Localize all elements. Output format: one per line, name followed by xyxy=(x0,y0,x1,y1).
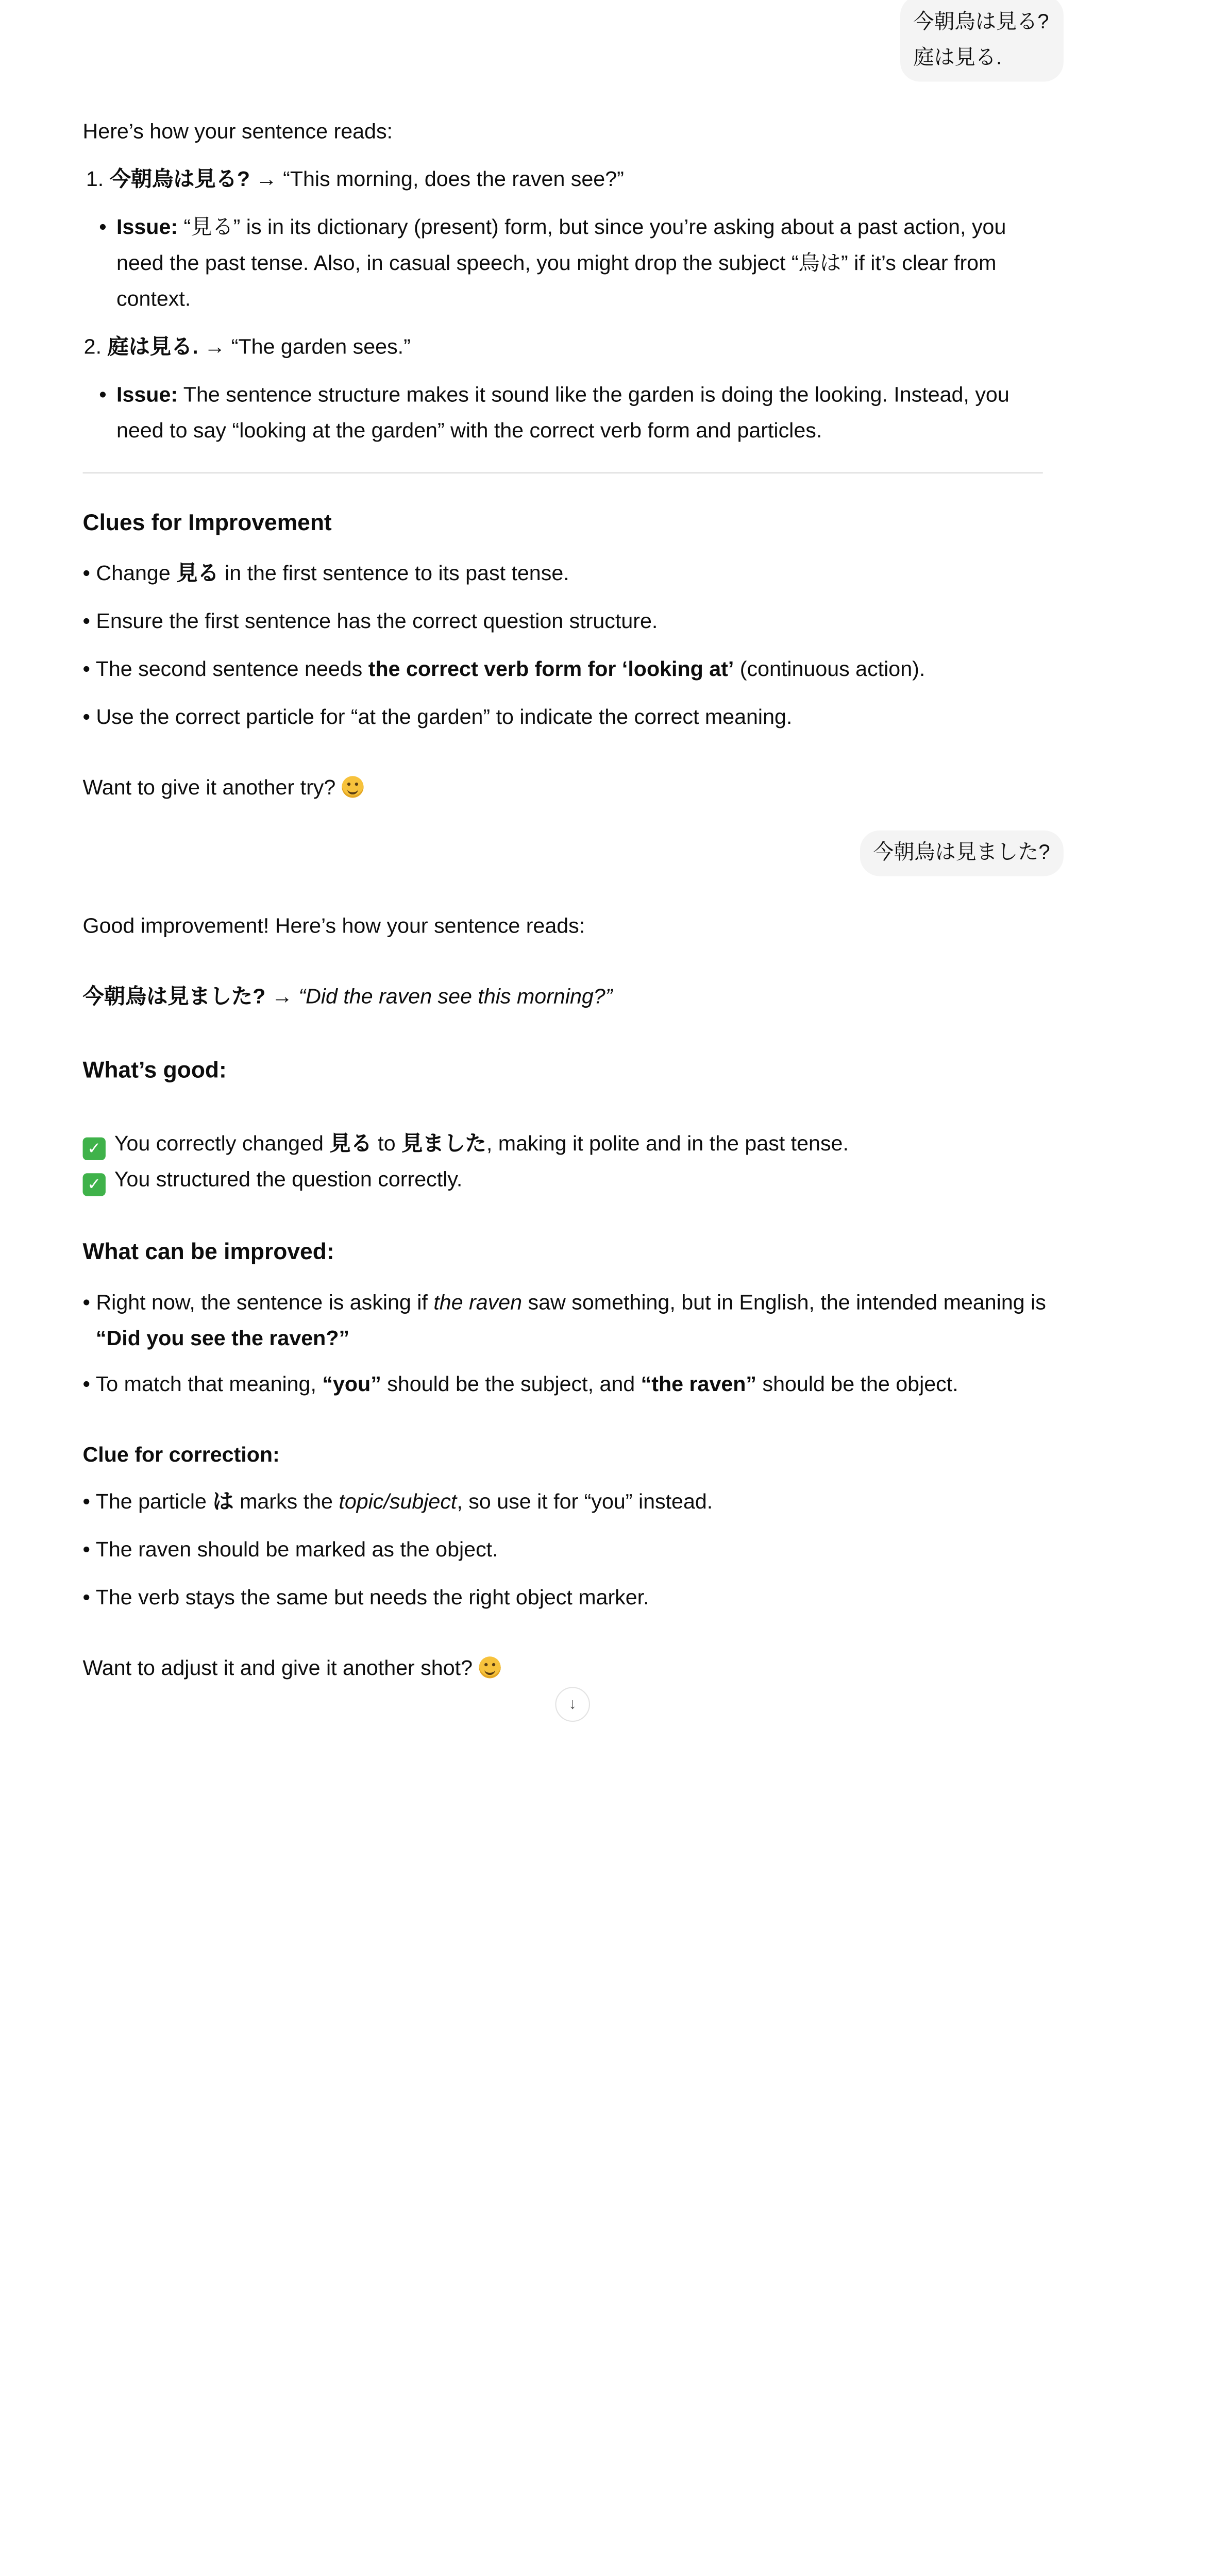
good-text: to xyxy=(372,1132,402,1156)
clue-text: Use the correct particle for “at the garden” to indicate the correct meaning. xyxy=(96,705,793,730)
improve-item-1 xyxy=(83,1285,1046,1321)
sentence-translation: “Did the raven see this morning?” xyxy=(298,985,613,1009)
reply-2-outro xyxy=(83,1651,500,1687)
bullet: • xyxy=(99,383,107,408)
improve-text: Right now, the sentence is asking if xyxy=(96,1291,434,1315)
smile-emoji-icon xyxy=(478,1656,500,1678)
reply-2-sentence xyxy=(83,979,613,1015)
correction-text: The raven should be marked as the object. xyxy=(95,1537,498,1562)
clues-heading: Clues for Improvement xyxy=(82,510,332,536)
good-item-2 xyxy=(83,1162,463,1198)
check-mark-icon: ✓ xyxy=(83,1138,106,1160)
user-message-1 xyxy=(900,0,1064,81)
correction-text: The particle xyxy=(95,1490,213,1514)
item-1-translation: → “This morning, does the raven see?” xyxy=(250,167,624,192)
reply-1-outro xyxy=(83,771,363,807)
correction-item-2 xyxy=(83,1532,498,1568)
arrow: → xyxy=(265,985,299,1009)
whats-good-heading: What’s good: xyxy=(82,1058,227,1083)
list-number: 1. xyxy=(86,167,104,192)
correction-text: , so use it for “you” instead. xyxy=(457,1490,713,1514)
good-text: You structured the question correctly. xyxy=(114,1167,463,1192)
reply-1-item-2 xyxy=(84,330,411,366)
clue-bold: 見る xyxy=(176,562,219,586)
reply-1-item-1-issue xyxy=(99,210,1006,246)
improve-text: To match that meaning, xyxy=(95,1372,323,1397)
bullet: • xyxy=(82,1372,90,1397)
user-message-1-line2: 庭は見る. xyxy=(913,46,1002,70)
clue-item-1 xyxy=(83,556,569,592)
bullet: • xyxy=(82,657,90,682)
issue-text-line1: “見る” is in its dictionary (present) form, but since you’re asking about a past action, you xyxy=(178,215,1006,240)
improve-bold: “the raven” xyxy=(641,1372,757,1397)
correction-item-3 xyxy=(83,1580,649,1616)
bullet: • xyxy=(82,1490,90,1514)
reply-1-intro: Here’s how your sentence reads: xyxy=(82,120,393,144)
improve-item-1-line2 xyxy=(96,1321,349,1358)
user-message-2 xyxy=(860,831,1064,876)
improve-text: should be the subject, and xyxy=(381,1372,641,1397)
check-mark-icon: ✓ xyxy=(83,1173,106,1196)
item-2-japanese: 庭は見る. xyxy=(107,335,198,360)
issue-text-line3: context. xyxy=(116,287,191,312)
good-bold: 見ました xyxy=(401,1132,486,1156)
correction-item-1 xyxy=(83,1484,713,1520)
what-can-be-improved-heading: What can be improved: xyxy=(82,1240,334,1265)
clue-for-correction-heading: Clue for correction: xyxy=(82,1443,280,1467)
improve-italic: the raven xyxy=(433,1291,523,1315)
clue-text: The second sentence needs xyxy=(95,657,368,682)
item-2-translation: → “The garden sees.” xyxy=(198,335,411,360)
reply-2-intro: Good improvement! Here’s how your sentence reads: xyxy=(82,914,585,938)
divider xyxy=(83,472,1043,473)
correction-text: The verb stays the same but needs the right object marker. xyxy=(95,1585,649,1610)
improve-text: saw something, but in English, the intended meaning is xyxy=(522,1291,1046,1315)
bullet: • xyxy=(82,562,90,586)
arrow-down-icon: ↓ xyxy=(568,1694,577,1712)
smile-emoji-icon xyxy=(342,776,363,798)
bullet: • xyxy=(82,1585,90,1610)
issue-text-line2: need to say “looking at the garden” with the correct verb form and particles. xyxy=(116,419,822,443)
outro-text: Want to adjust it and give it another shot? xyxy=(82,1656,473,1681)
good-bold: 見る xyxy=(329,1132,372,1156)
bullet: • xyxy=(82,1291,90,1315)
bullet: • xyxy=(99,215,107,240)
correction-italic: topic/subject xyxy=(339,1490,457,1514)
correction-text: marks the xyxy=(233,1490,339,1514)
improve-bold: “you” xyxy=(322,1372,381,1397)
bullet: • xyxy=(82,705,90,730)
good-item-1 xyxy=(83,1126,849,1162)
good-text: You correctly changed xyxy=(114,1132,330,1156)
sentence-japanese: 今朝烏は見ました? xyxy=(82,985,266,1009)
issue-label: Issue: xyxy=(116,215,178,240)
outro-text: Want to give it another try? xyxy=(82,776,336,800)
clue-text: Change xyxy=(96,562,177,586)
reply-1-item-1 xyxy=(86,162,624,198)
issue-label: Issue: xyxy=(116,383,178,408)
scroll-to-bottom-button[interactable] xyxy=(555,1687,590,1722)
improve-text: should be the object. xyxy=(756,1372,958,1397)
clue-text: Ensure the first sentence has the correct question structure. xyxy=(96,609,658,634)
reply-1-item-2-issue xyxy=(99,378,1009,414)
clue-bold: the correct verb form for ‘looking at’ xyxy=(368,657,734,682)
clue-item-3 xyxy=(83,652,925,688)
clue-text: in the first sentence to its past tense. xyxy=(218,562,569,586)
user-message-1-line1: 今朝烏は見る? xyxy=(913,11,1049,34)
correction-bold: は xyxy=(212,1490,234,1514)
clue-item-4 xyxy=(83,700,793,736)
bullet: • xyxy=(82,609,90,634)
improve-bold: “Did you see the raven?” xyxy=(95,1327,350,1351)
issue-text-line1: The sentence structure makes it sound like the garden is doing the looking. Instead, you xyxy=(178,383,1009,408)
list-number: 2. xyxy=(83,335,102,360)
clue-text: (continuous action). xyxy=(734,657,925,682)
clue-item-2 xyxy=(83,604,658,640)
item-1-japanese: 今朝烏は見る? xyxy=(109,167,250,192)
improve-item-2 xyxy=(83,1367,958,1403)
bullet: • xyxy=(82,1537,90,1562)
user-message-2-line1: 今朝烏は見ました? xyxy=(873,841,1050,865)
good-text: , making it polite and in the past tense. xyxy=(486,1132,849,1156)
issue-text-line2: need the past tense. Also, in casual speech, you might drop the subject “烏は” if it’s clear from xyxy=(116,251,997,276)
